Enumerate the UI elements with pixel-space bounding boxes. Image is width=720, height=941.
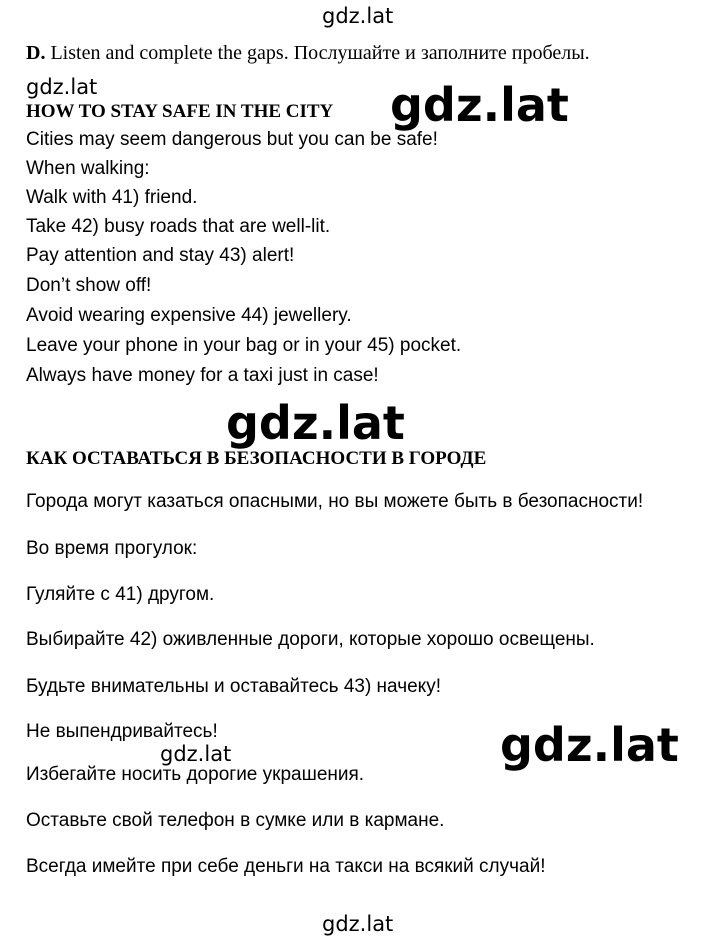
- russian-line-7: Избегайте носить дорогие украшения.: [26, 764, 365, 785]
- english-line-3: Walk with 41) friend.: [26, 187, 198, 208]
- watermark-lower-big: gdz.lat: [500, 718, 679, 772]
- watermark-title-big: gdz.lat: [390, 78, 569, 132]
- russian-line-4: Выбирайте 42) оживленные дороги, которые хорошо освещены.: [26, 629, 595, 650]
- russian-line-6: Не выпендривайтесь!: [26, 721, 218, 742]
- russian-line-2: Во время прогулок:: [26, 538, 198, 559]
- english-title: HOW TO STAY SAFE IN THE CITY: [26, 101, 334, 122]
- english-line-1: Cities may seem dangerous but you can be safe!: [26, 129, 438, 150]
- russian-line-5: Будьте внимательны и оставайтесь 43) начеку!: [26, 676, 441, 697]
- watermark-bottom: gdz.lat: [322, 912, 394, 936]
- watermark-left-small: gdz.lat: [26, 75, 98, 99]
- task-instruction: [26, 42, 590, 64]
- watermark-middle-big: gdz.lat: [226, 396, 405, 450]
- english-line-6: Don’t show off!: [26, 275, 152, 296]
- watermark-lower-small: gdz.lat: [160, 742, 232, 766]
- english-line-4: Take 42) busy roads that are well-lit.: [26, 216, 331, 237]
- russian-line-1: Города могут казаться опасными, но вы можете быть в безопасности!: [26, 491, 644, 512]
- english-line-7: Avoid wearing expensive 44) jewellery.: [26, 305, 352, 326]
- watermark-top: gdz.lat: [322, 4, 394, 28]
- russian-line-8: Оставьте свой телефон в сумке или в кармане.: [26, 810, 445, 831]
- russian-line-3: Гуляйте с 41) другом.: [26, 584, 215, 605]
- russian-title: КАК ОСТАВАТЬСЯ В БЕЗОПАСНОСТИ В ГОРОДЕ: [26, 448, 487, 469]
- task-letter: D.: [26, 42, 46, 64]
- task-instruction-text: Listen and complete the gaps. Послушайте и заполните пробелы.: [50, 42, 590, 64]
- english-line-8: Leave your phone in your bag or in your 45) pocket.: [26, 335, 462, 356]
- russian-line-9: Всегда имейте при себе деньги на такси на всякий случай!: [26, 856, 546, 877]
- english-line-9: Always have money for a taxi just in case!: [26, 365, 379, 386]
- english-line-2: When walking:: [26, 158, 150, 179]
- english-line-5: Pay attention and stay 43) alert!: [26, 245, 295, 266]
